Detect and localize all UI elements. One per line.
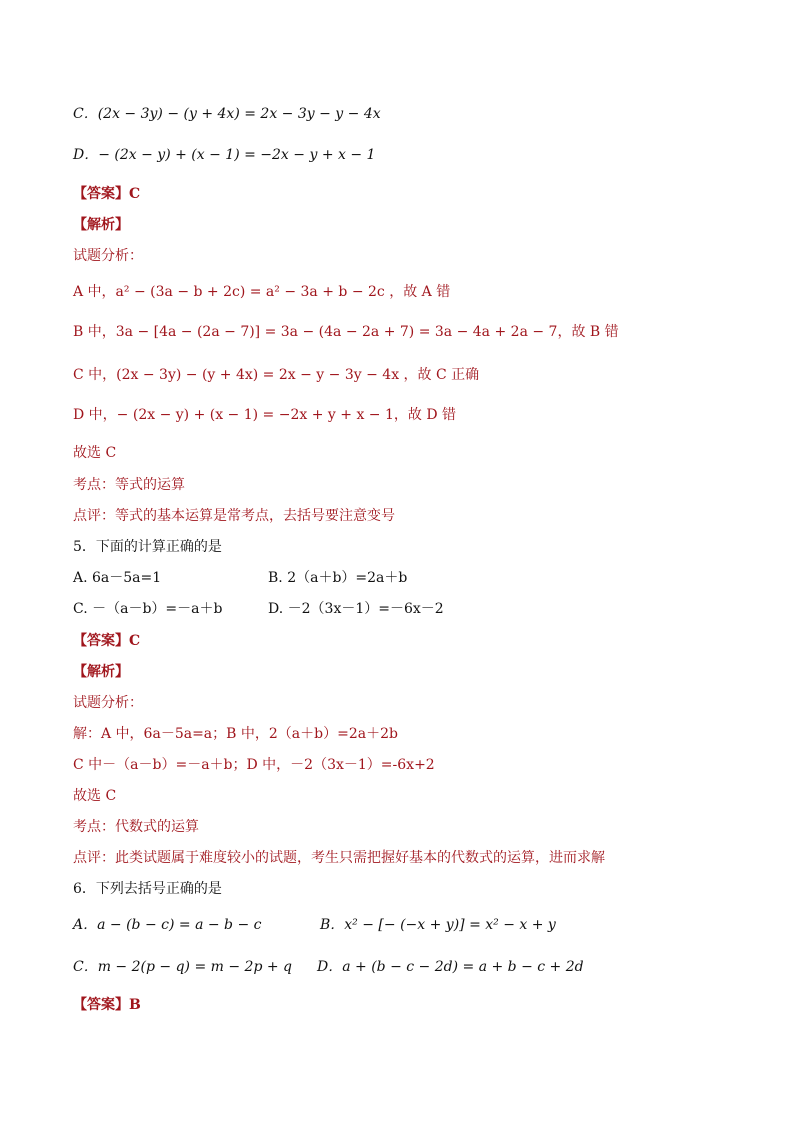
q5-option-d: D. －2（3x－1）=－6x－2 — [268, 601, 444, 617]
dianping-4: 点评：等式的基本运算是常考点，去括号要注意变号 — [73, 508, 395, 524]
choose-5: 故选 C — [73, 788, 117, 804]
question-6-stem: 6．下列去括号正确的是 — [73, 881, 222, 897]
analysis-label-4: 【解析】 — [73, 217, 129, 233]
q6-option-c: C．m − 2(p − q) = m − 2p + q — [73, 959, 293, 975]
analysis-b-line: B 中，3a − [4a − (2a − 7)] = 3a − (4a − 2a + 7) = 3a − 4a + 2a − 7，故 B 错 — [73, 324, 619, 340]
analysis-d-line: D 中，− (2x − y) + (x − 1) = −2x + y + x − 1，故 D 错 — [73, 407, 457, 423]
analysis-a-line: A 中，a² − (3a − b + 2c) = a² − 3a + b − 2c ，故 A 错 — [73, 284, 451, 300]
q5-option-a: A. 6a－5a=1 — [73, 570, 162, 586]
kaodian-4: 考点：等式的运算 — [73, 477, 185, 493]
answer-6: 【答案】B — [73, 997, 141, 1013]
answer-5: 【答案】C — [73, 633, 141, 649]
q6-option-a: A．a − (b − c) = a − b − c — [73, 917, 262, 933]
option-c-prev: C．(2x − 3y) − (y + 4x) = 2x − 3y − y − 4x — [73, 106, 381, 122]
analysis-label-5: 【解析】 — [73, 664, 129, 680]
q6-option-d: D．a + (b − c − 2d) = a + b − c + 2d — [317, 959, 584, 975]
q5-option-c: C. －（a－b）=－a＋b — [73, 601, 223, 617]
option-d-prev: D．− (2x − y) + (x − 1) = −2x − y + x − 1 — [73, 147, 376, 163]
q6-option-b: B．x² − [− (−x + y)] = x² − x + y — [320, 917, 556, 933]
q5-option-b: B. 2（a＋b）=2a＋b — [268, 570, 408, 586]
analysis-c-line: C 中，(2x − 3y) − (y + 4x) = 2x − y − 3y − 4x ，故 C 正确 — [73, 367, 480, 383]
q5-solution-line-1: 解：A 中，6a－5a=a；B 中，2（a＋b）=2a＋2b — [73, 726, 398, 742]
dianping-5: 点评：此类试题属于难度较小的试题，考生只需把握好基本的代数式的运算，进而求解 — [73, 850, 605, 866]
analysis-intro-4: 试题分析： — [73, 248, 143, 264]
choose-4: 故选 C — [73, 445, 117, 461]
question-5-stem: 5．下面的计算正确的是 — [73, 539, 222, 555]
answer-4: 【答案】C — [73, 186, 141, 202]
q5-solution-line-2: C 中－（a－b）=－a＋b；D 中，－2（3x－1）=-6x+2 — [73, 757, 435, 773]
analysis-intro-5: 试题分析： — [73, 695, 143, 711]
kaodian-5: 考点：代数式的运算 — [73, 819, 199, 835]
